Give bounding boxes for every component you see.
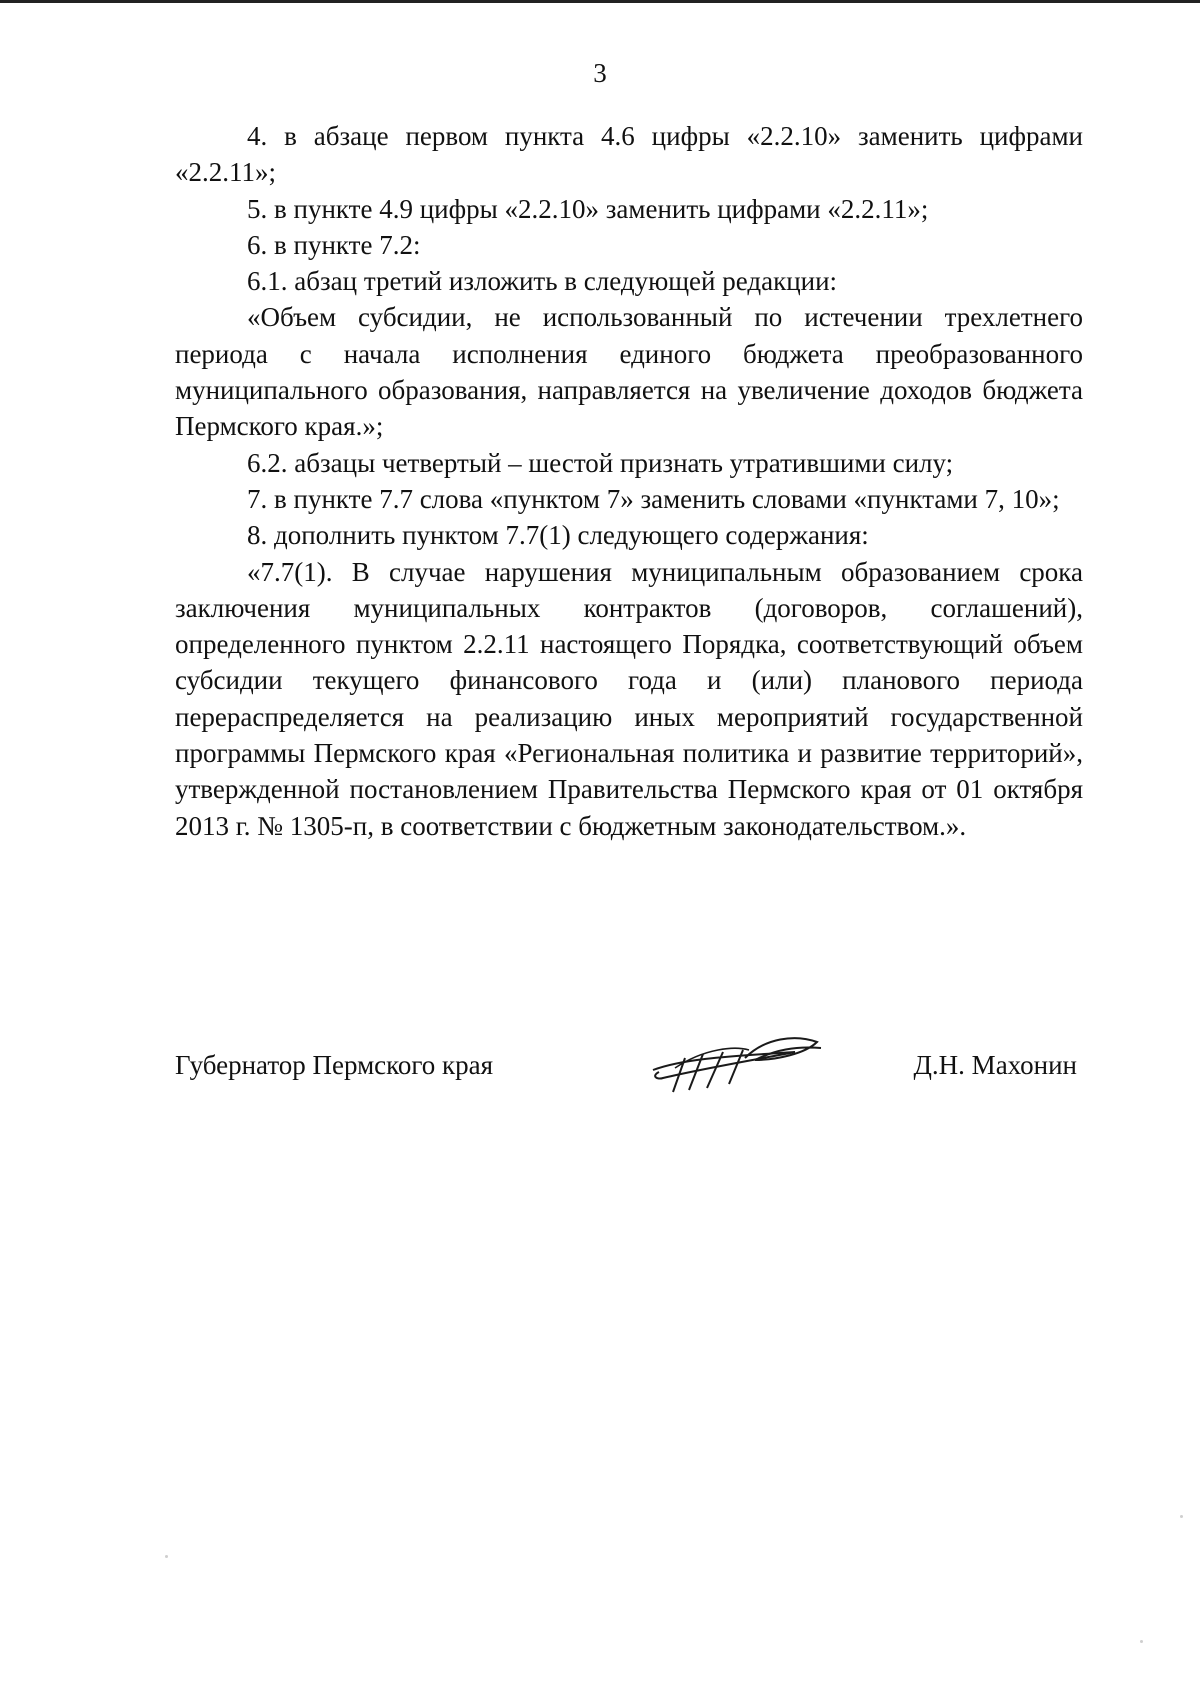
scan-speck bbox=[165, 1555, 168, 1558]
paragraph-item-6: 6. в пункте 7.2: bbox=[247, 229, 421, 260]
scan-speck bbox=[1140, 1640, 1143, 1643]
signature-block bbox=[175, 1050, 1083, 1100]
paragraph-quote-7-7-1: «7.7(1). В случае нарушения муниципальным образованием срока заключения муниципальных контрактов (договоров, соглашений), определенного пунктом 2.2.11 настоящего Порядка, соответствующий объем субсидии текущего финансового года и (или) планового периода перераспределяется на реализацию иных мероприятий государственной программы Пермского края «Региональная политика и развитие территорий», утвержденной постановлением Правительства Пермского края от 01 октября 2013 г. № 1305-п, в соответствии с бюджетным законодательством.». bbox=[175, 556, 1083, 841]
page-number: 3 bbox=[593, 58, 607, 88]
handwritten-signature bbox=[645, 1028, 825, 1098]
paragraph-item-8: 8. дополнить пунктом 7.7(1) следующего содержания: bbox=[247, 520, 869, 551]
signatory-title: Губернатор Пермского края bbox=[175, 1050, 494, 1080]
page-top-edge bbox=[0, 0, 1200, 3]
signatory-name: Д.Н. Махонин bbox=[913, 1050, 1077, 1080]
paragraph-item-6-2: 6.2. абзацы четвертый – шестой признать утратившими силу; bbox=[247, 447, 954, 478]
paragraph-item-7: 7. в пункте 7.7 слова «пунктом 7» заменить словами «пунктами 7, 10»; bbox=[247, 483, 1060, 514]
paragraph-item-4: 4. в абзаце первом пункта 4.6 цифры «2.2.10» заменить цифрами «2.2.11»; bbox=[175, 121, 1083, 188]
paragraph-quote-6-1: «Объем субсидии, не использованный по истечении трехлетнего периода с начала исполнения единого бюджета преобразованного муниципального образования, направляется на увеличение доходов бюджета Пермского края.»; bbox=[175, 302, 1083, 442]
document-body bbox=[175, 118, 1083, 844]
paragraph-item-6-1: 6.1. абзац третий изложить в следующей редакции: bbox=[247, 266, 838, 297]
paragraph-item-5: 5. в пункте 4.9 цифры «2.2.10» заменить цифрами «2.2.11»; bbox=[247, 193, 929, 224]
scan-speck bbox=[1180, 1515, 1183, 1518]
